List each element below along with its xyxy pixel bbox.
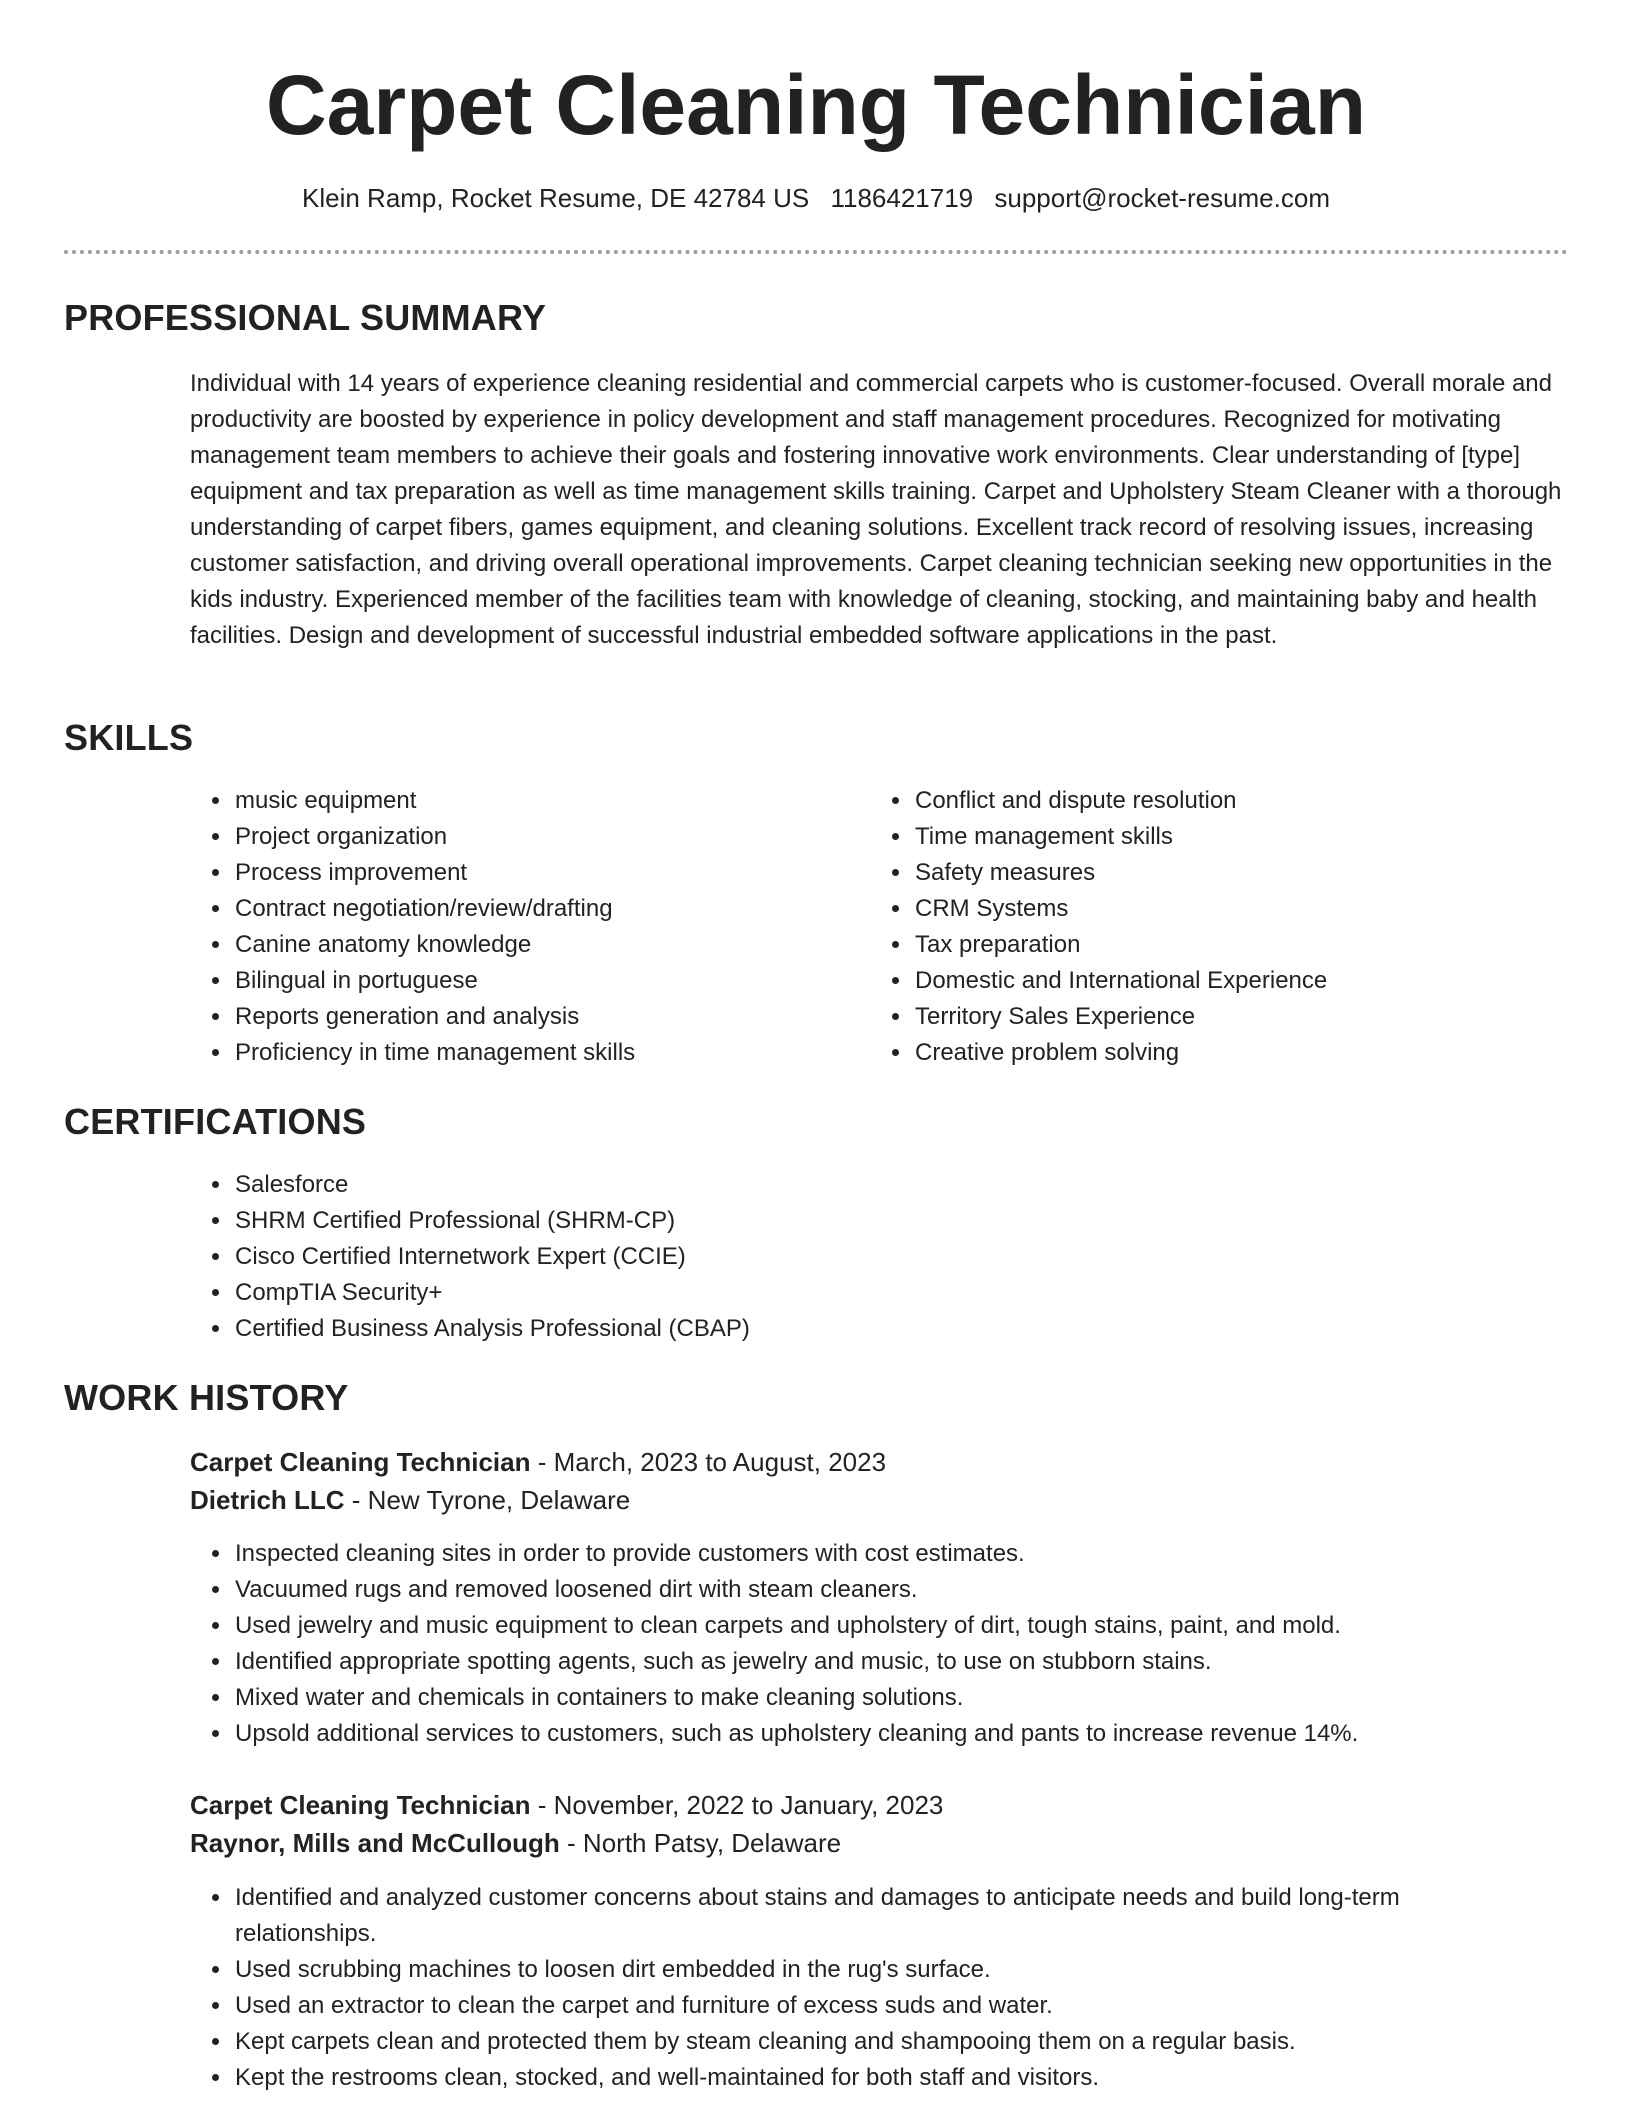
summary-heading: PROFESSIONAL SUMMARY [64,297,547,338]
job-company-line [190,1824,841,1862]
skills-list-left [190,783,853,1071]
job-company: Raynor, Mills and McCullough [190,1828,560,1858]
certifications-heading: CERTIFICATIONS [64,1101,367,1142]
list-item: • Proficiency in time management skills [233,1035,853,1071]
list-item: • Creative problem solving [913,1035,1611,1071]
list-item: • Domestic and International Experience [913,963,1611,999]
header-divider [64,250,1568,254]
list-item: • Project organization [233,819,853,855]
job-company-line [190,1481,630,1519]
list-item: • music equipment [233,783,853,819]
job-bullets [190,1536,1611,1752]
job-location: - New Tyrone, Delaware [344,1485,631,1515]
list-item: • Upsold additional services to customers, such as upholstery cleaning and pants to increase revenue 14%. [233,1716,1611,1752]
list-item: • Identified appropriate spotting agents, such as jewelry and music, to use on stubborn stains. [233,1644,1611,1680]
work-history-heading: WORK HISTORY [64,1377,349,1418]
list-item: • Process improvement [233,855,853,891]
list-item: • Tax preparation [913,927,1611,963]
list-item: • Bilingual in portuguese [233,963,853,999]
list-item: • Salesforce [233,1167,1611,1203]
list-item: • Used jewelry and music equipment to clean carpets and upholstery of dirt, tough stains, paint, and mold. [233,1608,1611,1644]
list-item: • CompTIA Security+ [233,1275,1611,1311]
list-item: • Canine anatomy knowledge [233,927,853,963]
skills-heading: SKILLS [64,717,194,758]
list-item: • Time management skills [913,819,1611,855]
resume-name: Carpet Cleaning Technician [266,58,1366,152]
job-dates: - March, 2023 to August, 2023 [530,1447,887,1477]
skills-list-right [870,783,1611,1071]
list-item: • Mixed water and chemicals in containers to make cleaning solutions. [233,1680,1611,1716]
list-item: • Kept the restrooms clean, stocked, and well-maintained for both staff and visitors. [233,2060,1503,2096]
job-role: Carpet Cleaning Technician [190,1790,531,1820]
summary-text: Individual with 14 years of experience cleaning residential and commercial carpets who is customer-focused. Overall morale and productivity are boosted by experience in policy development and staff management procedures. Recognized for motivating management team members to achieve their goals and fostering innovative work environments. Clear understanding of [type] equipment and tax preparation as well as time management skills training. Carpet and Upholstery Steam Cleaner with a thorough understanding of carpet fibers, games equipment, and cleaning solutions. Excellent track record of resolving issues, increasing customer satisfaction, and driving overall operational improvements. Carpet cleaning technician seeking new opportunities in the kids industry. Experienced member of the facilities team with knowledge of cleaning, stocking, and maintaining baby and health facilities. Design and development of successful industrial embedded software applications in the past. [190,370,1562,649]
list-item: • Territory Sales Experience [913,999,1611,1035]
contact-address: Klein Ramp, Rocket Resume, DE 42784 US [302,183,810,213]
list-item: • CRM Systems [913,891,1611,927]
list-item: • SHRM Certified Professional (SHRM-CP) [233,1203,1611,1239]
list-item: • Vacuumed rugs and removed loosened dirt with steam cleaners. [233,1572,1611,1608]
contact-email: support@rocket-resume.com [994,183,1330,213]
list-item: • Used scrubbing machines to loosen dirt embedded in the rug's surface. [233,1952,1503,1988]
job-title-line [190,1786,943,1824]
list-item: • Used an extractor to clean the carpet and furniture of excess suds and water. [233,1988,1503,2024]
list-item: • Contract negotiation/review/drafting [233,891,853,927]
job-bullets [190,1880,1503,2096]
list-item: • Inspected cleaning sites in order to provide customers with cost estimates. [233,1536,1611,1572]
job-location: - North Patsy, Delaware [559,1828,842,1858]
job-role: Carpet Cleaning Technician [190,1447,531,1477]
contact-phone: 1186421719 [830,183,974,213]
list-item: • Safety measures [913,855,1611,891]
list-item: • Conflict and dispute resolution [913,783,1611,819]
contact-line [0,180,1632,216]
list-item: • Cisco Certified Internetwork Expert (CCIE) [233,1239,1611,1275]
job-company: Dietrich LLC [190,1485,345,1515]
list-item: • Reports generation and analysis [233,999,853,1035]
certifications-list [190,1167,1611,1347]
list-item: • Certified Business Analysis Professional (CBAP) [233,1311,1611,1347]
job-title-line [190,1443,886,1481]
list-item: • Identified and analyzed customer concerns about stains and damages to anticipate needs and build long-term relationships. [233,1880,1503,1952]
list-item: • Kept carpets clean and protected them by steam cleaning and shampooing them on a regular basis. [233,2024,1503,2060]
job-dates: - November, 2022 to January, 2023 [530,1790,944,1820]
